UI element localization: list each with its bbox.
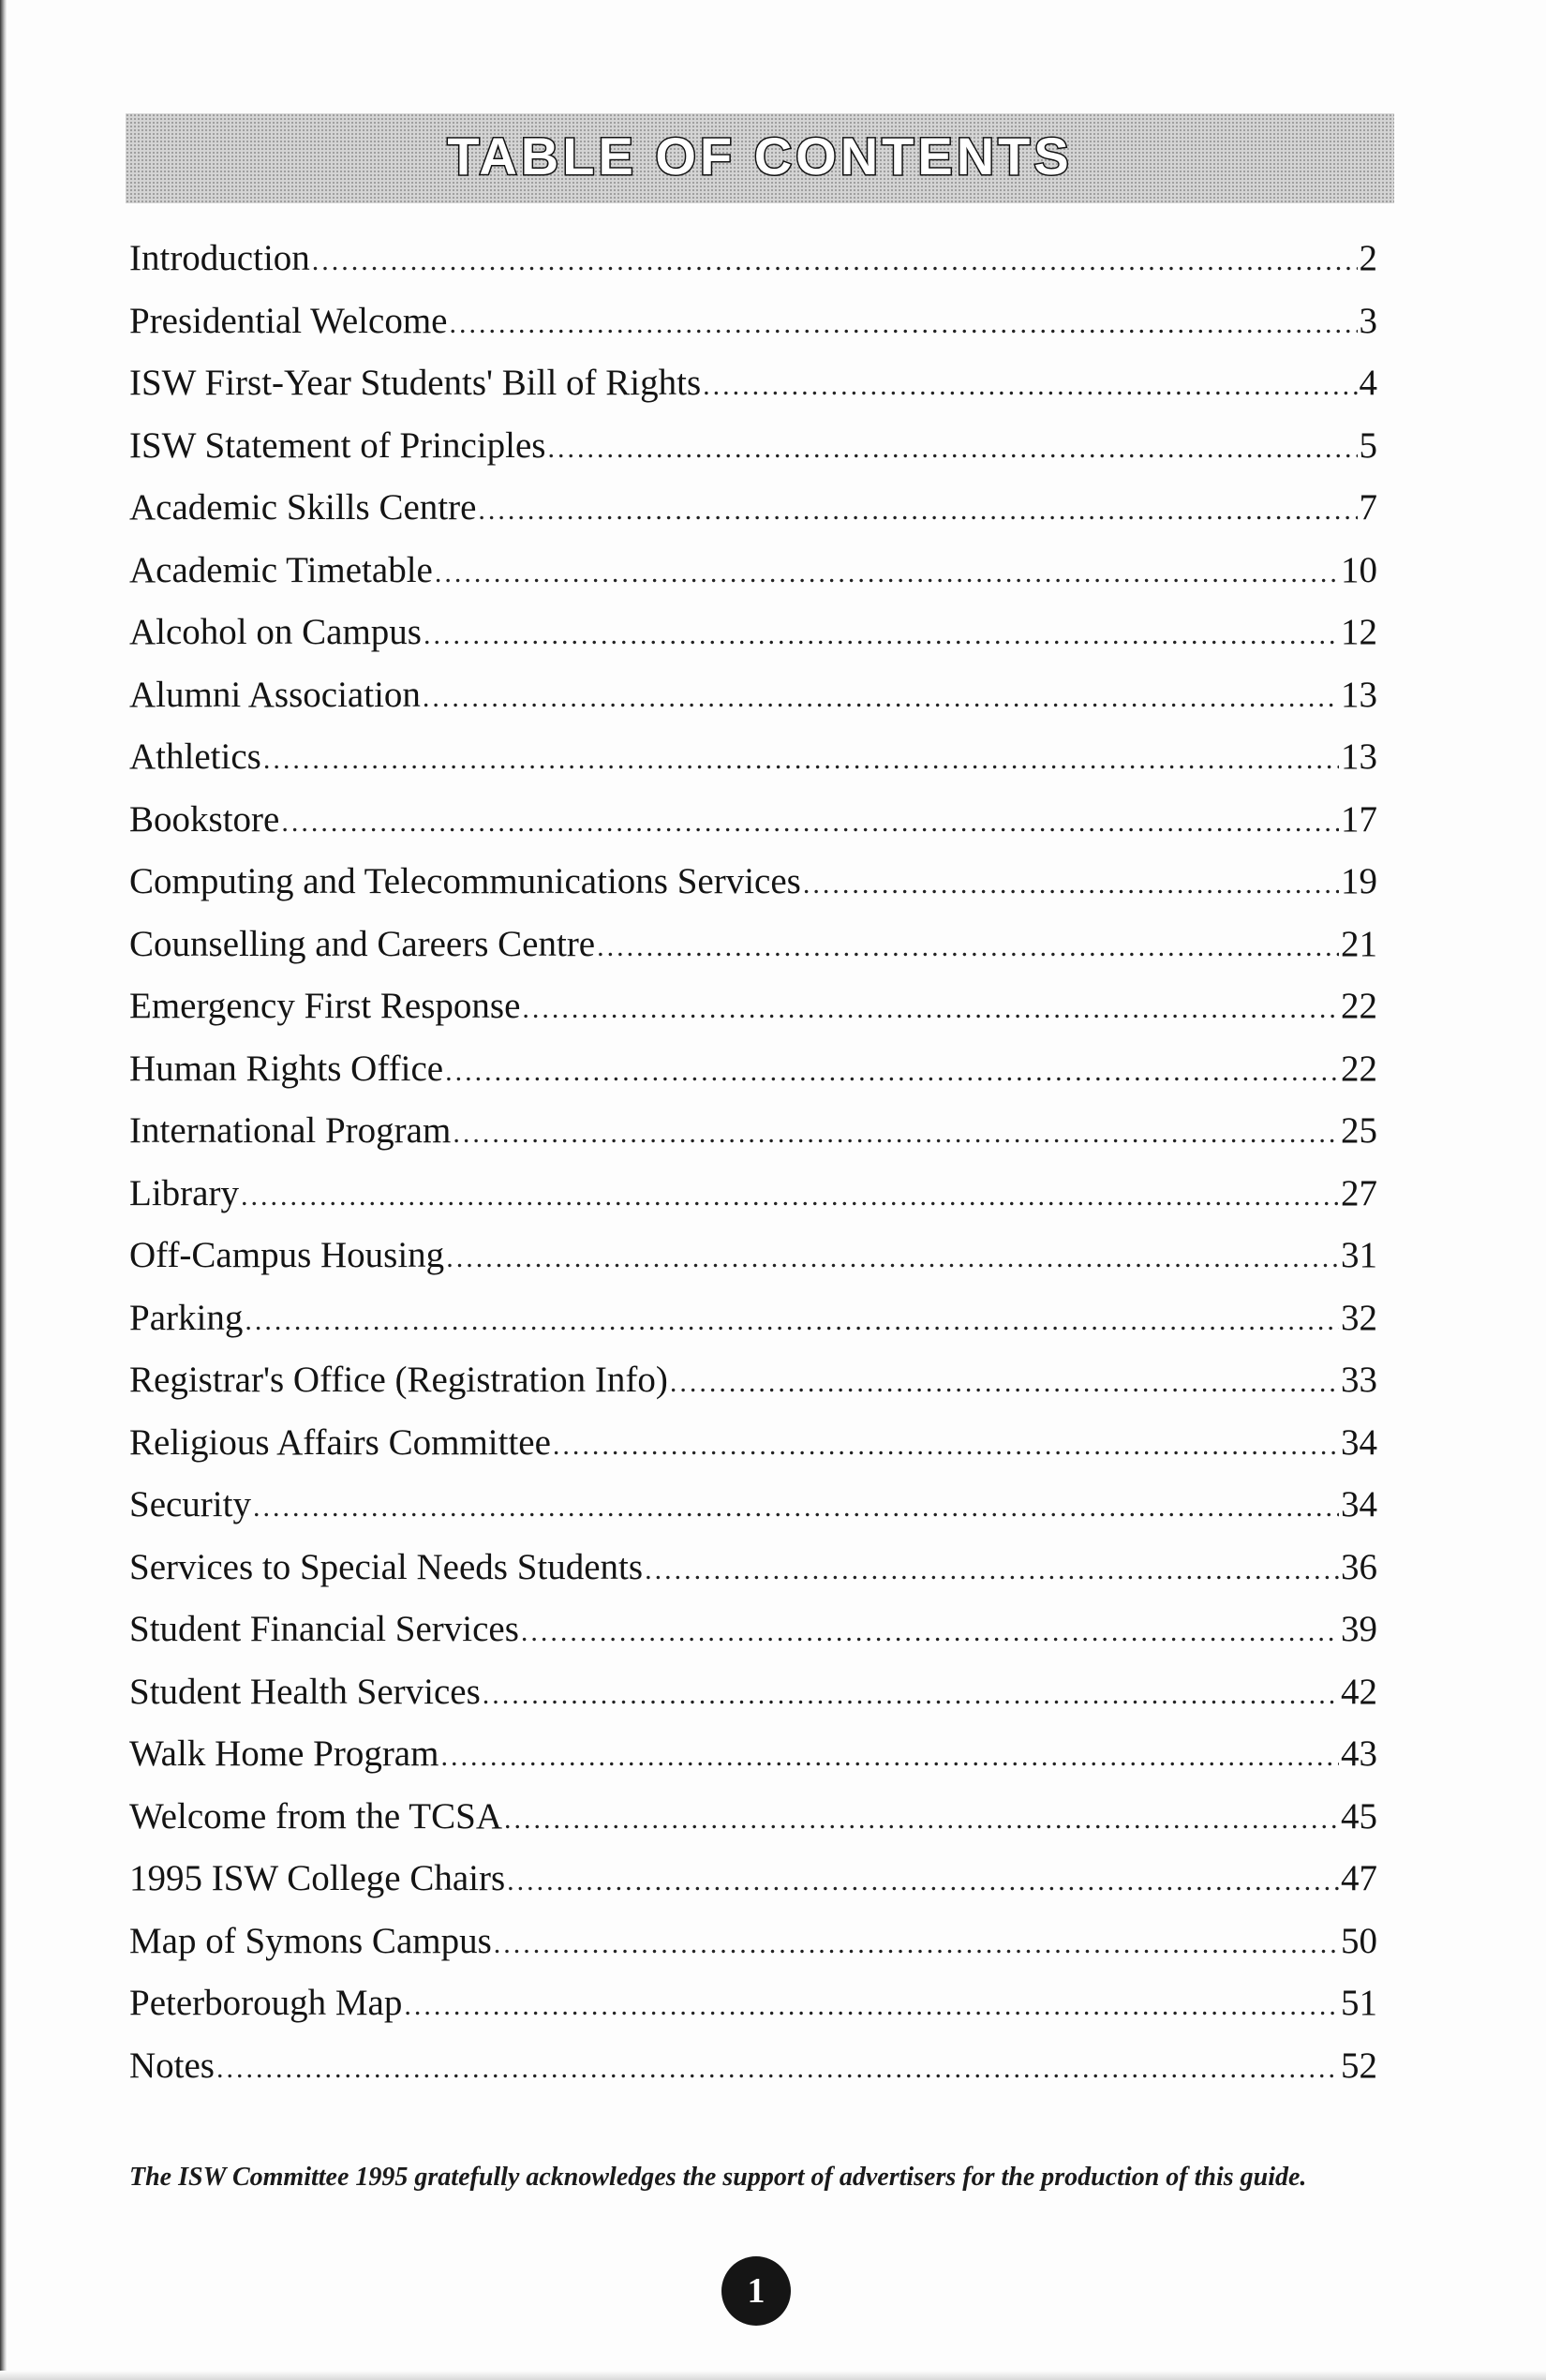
dot-leader	[281, 792, 1339, 855]
dot-leader	[521, 1601, 1339, 1664]
toc-entry-label: Registrar's Office (Registration Info)	[129, 1360, 668, 1400]
page-number-badge	[721, 2256, 791, 2326]
dot-leader	[494, 1913, 1339, 1976]
toc-entry-label: Library	[129, 1172, 239, 1213]
toc-entry	[129, 540, 1377, 602]
dot-leader	[241, 1166, 1339, 1228]
toc-entry-label: Academic Skills Centre	[129, 487, 477, 528]
dot-leader	[424, 604, 1339, 667]
toc-entry-page: 32	[1341, 1297, 1377, 1338]
dot-leader	[553, 1415, 1339, 1478]
toc-entry	[129, 1537, 1377, 1599]
acknowledgement-note: The ISW Committee 1995 gratefully acknowledges the support of advertisers for the production of this guide.	[129, 2163, 1307, 2192]
toc-entry-page: 21	[1341, 923, 1377, 964]
dot-leader	[245, 1290, 1339, 1353]
toc-entry	[129, 1911, 1377, 1973]
toc-entry-label: Walk Home Program	[129, 1733, 439, 1774]
toc-entry-page: 51	[1341, 1983, 1377, 2023]
toc-entry	[129, 975, 1377, 1038]
toc-entry-label: Student Health Services	[129, 1671, 481, 1712]
dot-leader	[670, 1352, 1339, 1415]
toc-entry-label: Presidential Welcome	[129, 300, 448, 341]
toc-entry-label: Emergency First Response	[129, 986, 521, 1026]
toc-entry	[129, 352, 1377, 415]
toc-entry	[129, 290, 1377, 353]
toc-entry-page: 25	[1341, 1110, 1377, 1151]
dot-leader	[803, 854, 1339, 916]
toc-entry-page: 39	[1341, 1609, 1377, 1649]
toc-entry	[129, 1163, 1377, 1226]
toc-entry-label: Alumni Association	[129, 674, 421, 715]
dot-leader	[263, 729, 1339, 792]
dot-leader	[253, 1477, 1339, 1540]
toc-entry-label: Security	[129, 1484, 251, 1525]
toc-entry-page: 27	[1341, 1172, 1377, 1213]
toc-entry-page: 50	[1341, 1920, 1377, 1961]
toc-entry-label: 1995 ISW College Chairs	[129, 1858, 506, 1898]
dot-leader	[478, 480, 1357, 543]
toc-entry	[129, 1038, 1377, 1101]
dot-leader	[522, 978, 1339, 1041]
dot-leader	[507, 1851, 1339, 1913]
toc-entry	[129, 2035, 1377, 2098]
toc-entry-label: Counselling and Careers Centre	[129, 923, 596, 964]
dot-leader	[435, 543, 1339, 605]
toc-entry-label: International Program	[129, 1110, 452, 1151]
toc-entry	[129, 415, 1377, 478]
dot-leader	[445, 1041, 1339, 1104]
toc-entry-page: 19	[1341, 861, 1377, 901]
toc-entry-label: Services to Special Needs Students	[129, 1546, 644, 1587]
dot-leader	[312, 231, 1358, 293]
dot-leader	[547, 418, 1357, 481]
toc-entry-page: 2	[1359, 238, 1377, 278]
toc-entry-page: 43	[1341, 1733, 1377, 1774]
toc-entry	[129, 1474, 1377, 1537]
toc-entry	[129, 789, 1377, 852]
dot-leader	[423, 667, 1339, 730]
toc-entry-page: 17	[1341, 798, 1377, 840]
toc-entry-label: Introduction	[129, 238, 310, 278]
header-banner	[126, 113, 1394, 203]
dot-leader	[449, 293, 1357, 356]
toc-entry-label: Athletics	[129, 736, 261, 777]
dot-leader	[504, 1789, 1339, 1852]
toc-entry	[129, 1100, 1377, 1163]
toc-entry	[129, 1786, 1377, 1849]
toc-entry-page: 42	[1341, 1671, 1377, 1712]
toc-entry	[129, 477, 1377, 540]
toc-entry-page: 33	[1341, 1360, 1377, 1400]
toc-entry-page: 13	[1341, 674, 1377, 715]
toc-entry-label: Notes	[129, 2045, 215, 2086]
toc-entry-page: 10	[1341, 549, 1377, 590]
toc-entry	[129, 851, 1377, 914]
dot-leader	[216, 2038, 1339, 2101]
toc-entry-page: 47	[1341, 1858, 1377, 1898]
toc-entry-label: Bookstore	[129, 798, 280, 840]
table-of-contents	[129, 228, 1377, 2097]
toc-entry-label: ISW First-Year Students' Bill of Rights	[129, 363, 702, 403]
toc-entry	[129, 1972, 1377, 2035]
toc-entry-page: 4	[1359, 363, 1377, 403]
toc-entry	[129, 1599, 1377, 1661]
page-binding-edge	[0, 0, 7, 2380]
dot-leader	[453, 1103, 1339, 1166]
dot-leader	[597, 916, 1339, 979]
dot-leader	[404, 1975, 1339, 2038]
dot-leader	[440, 1726, 1339, 1789]
toc-entry	[129, 726, 1377, 789]
toc-entry-label: Religious Affairs Committee	[129, 1421, 551, 1463]
toc-entry-page: 36	[1341, 1546, 1377, 1587]
toc-entry	[129, 1412, 1377, 1475]
toc-entry-label: Off-Campus Housing	[129, 1235, 445, 1275]
toc-entry-page: 34	[1341, 1484, 1377, 1525]
toc-entry-page: 13	[1341, 736, 1377, 777]
dot-leader	[446, 1227, 1339, 1290]
dot-leader	[703, 355, 1357, 418]
toc-entry-label: Peterborough Map	[129, 1983, 403, 2023]
dot-leader	[645, 1540, 1339, 1602]
toc-entry-page: 3	[1359, 300, 1377, 341]
toc-entry	[129, 1661, 1377, 1724]
toc-entry	[129, 1225, 1377, 1287]
toc-entry-page: 45	[1341, 1795, 1377, 1837]
toc-entry	[129, 1349, 1377, 1412]
toc-entry-label: Map of Symons Campus	[129, 1920, 492, 1961]
toc-entry-label: Human Rights Office	[129, 1048, 444, 1089]
toc-entry	[129, 664, 1377, 727]
toc-entry-page: 22	[1341, 1048, 1377, 1089]
toc-entry	[129, 914, 1377, 976]
toc-entry	[129, 228, 1377, 290]
toc-entry-label: ISW Statement of Principles	[129, 424, 546, 466]
page-number: 1	[747, 2271, 766, 2311]
page-bottom-edge	[0, 2371, 1546, 2380]
toc-entry-page: 52	[1341, 2045, 1377, 2086]
toc-entry-page: 34	[1341, 1421, 1377, 1463]
toc-entry	[129, 602, 1377, 664]
toc-entry-label: Academic Timetable	[129, 549, 433, 590]
toc-entry-label: Welcome from the TCSA	[129, 1795, 502, 1837]
toc-entry	[129, 1723, 1377, 1786]
toc-entry-page: 7	[1359, 487, 1377, 528]
toc-entry-page: 22	[1341, 986, 1377, 1026]
toc-entry-label: Parking	[129, 1297, 244, 1338]
toc-entry-page: 5	[1359, 424, 1377, 466]
toc-entry-label: Alcohol on Campus	[129, 612, 422, 652]
dot-leader	[483, 1664, 1339, 1727]
toc-entry-page: 12	[1341, 612, 1377, 652]
toc-entry	[129, 1848, 1377, 1911]
toc-entry-page: 31	[1341, 1235, 1377, 1275]
toc-entry	[129, 1287, 1377, 1350]
toc-entry-label: Student Financial Services	[129, 1609, 519, 1649]
toc-entry-label: Computing and Telecommunications Services	[129, 861, 801, 901]
page-title: TABLE OF CONTENTS	[447, 126, 1073, 186]
